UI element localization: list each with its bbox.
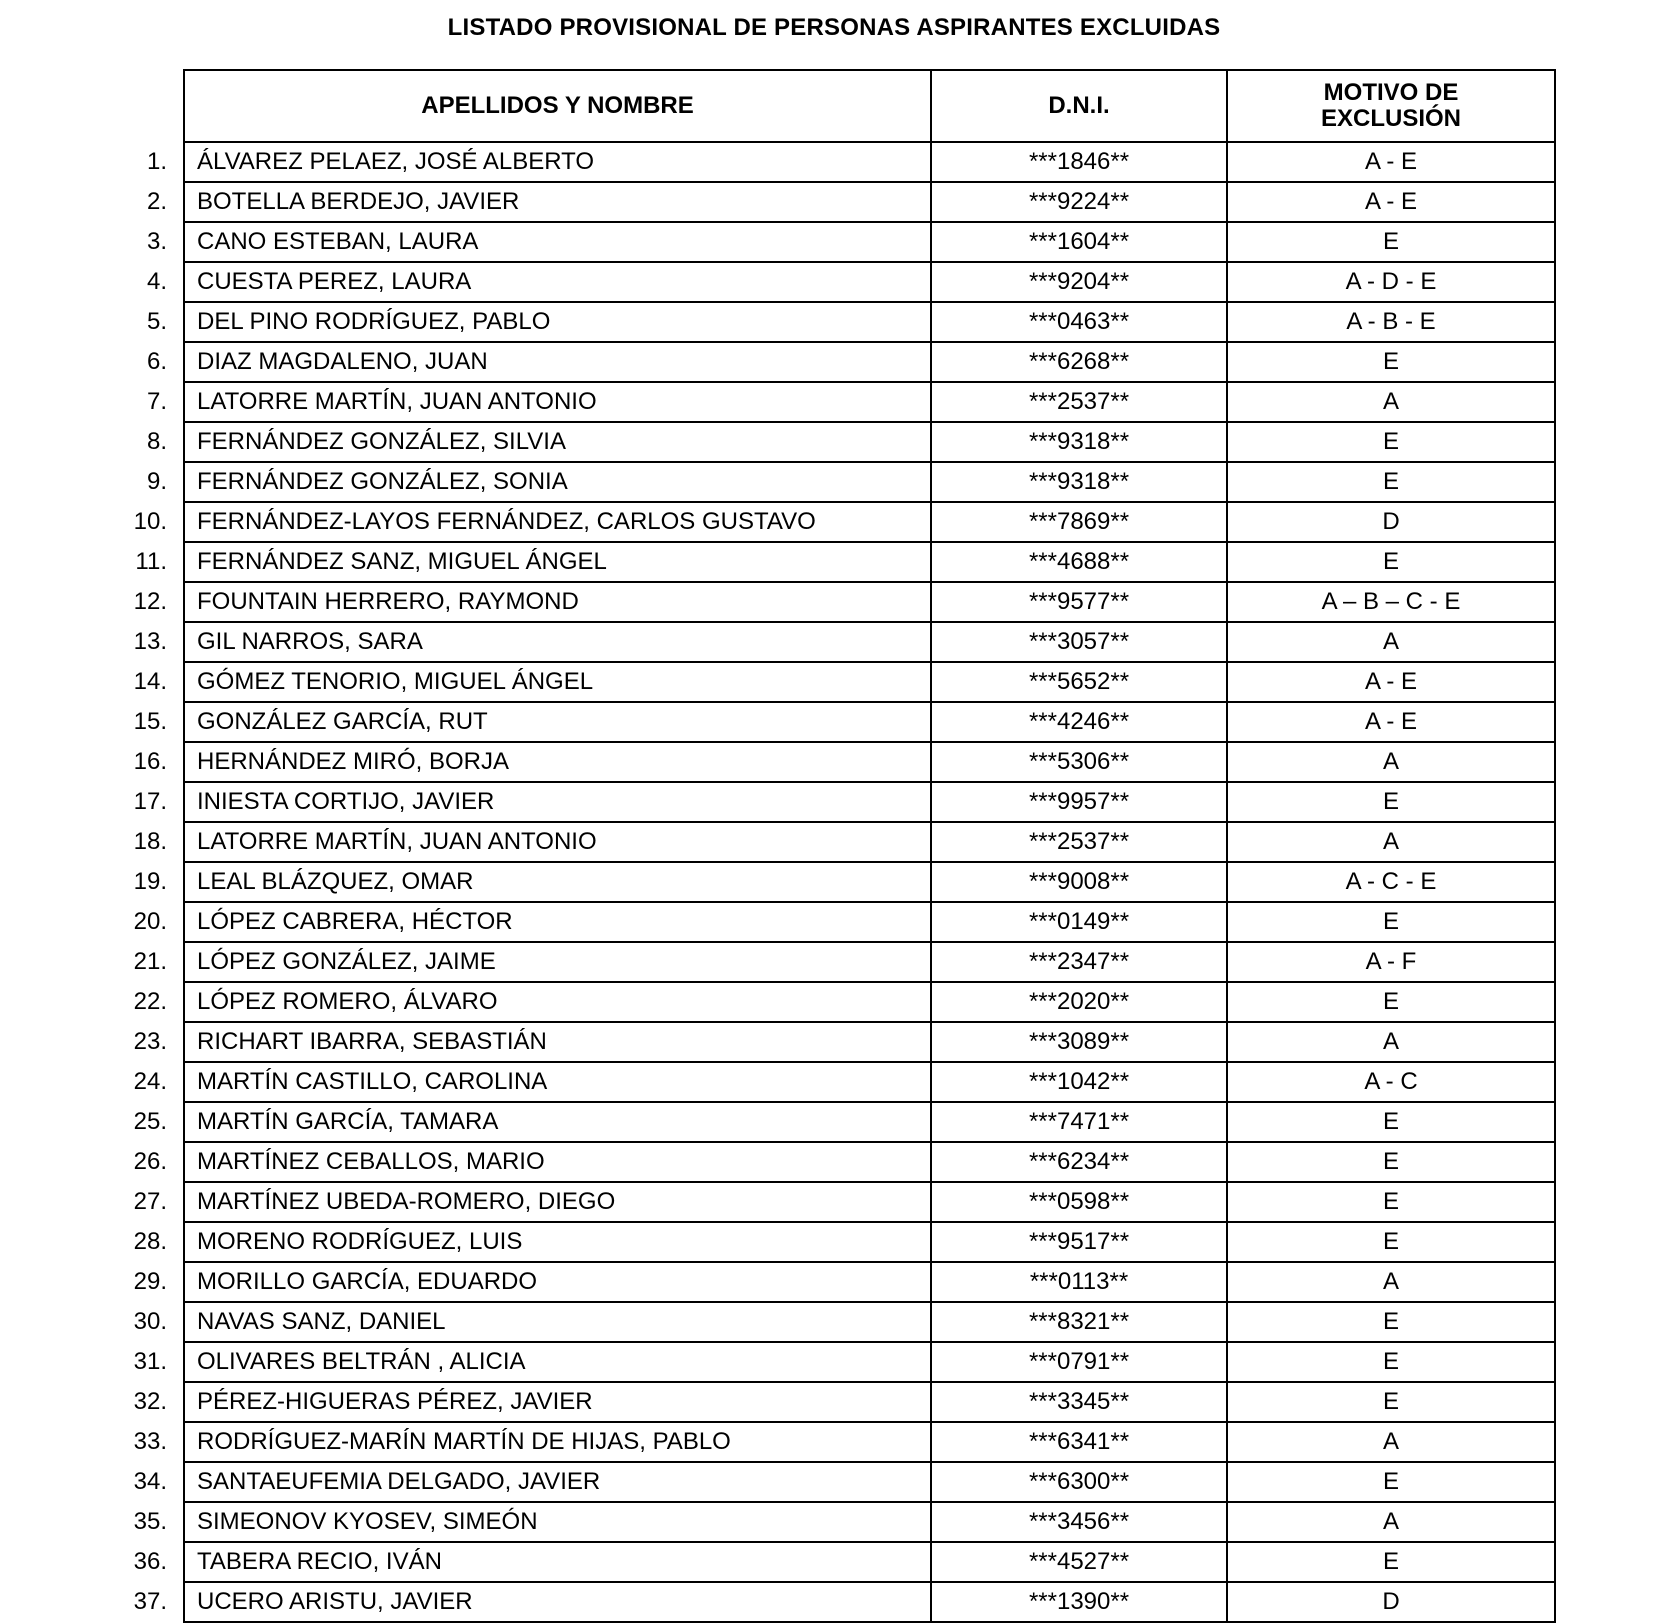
exclusion-reason: A - D - E (1227, 262, 1555, 302)
row-number: 1. (146, 148, 167, 175)
exclusion-reason: E (1227, 422, 1555, 462)
exclusion-reason: A (1227, 1022, 1555, 1062)
header-row (118, 70, 1555, 142)
applicant-dni: ***7471** (931, 1102, 1227, 1142)
applicant-dni: ***3089** (931, 1022, 1227, 1062)
header-dni: D.N.I. (931, 70, 1227, 142)
exclusion-reason: A - E (1227, 702, 1555, 742)
exclusion-reason: E (1227, 902, 1555, 942)
exclusion-reason: D (1227, 502, 1555, 542)
applicant-name: UCERO ARISTU, JAVIER (184, 1582, 931, 1622)
table-body (118, 142, 1555, 1622)
row-number: 32. (133, 1388, 167, 1415)
row-number: 3. (146, 228, 167, 255)
row-number: 18. (133, 828, 167, 855)
applicant-dni: ***2347** (931, 942, 1227, 982)
applicant-name: TABERA RECIO, IVÁN (184, 1542, 931, 1582)
applicant-name: GÓMEZ TENORIO, MIGUEL ÁNGEL (184, 662, 931, 702)
table-row (118, 502, 1555, 542)
applicant-dni: ***6268** (931, 342, 1227, 382)
row-number: 37. (133, 1588, 167, 1615)
exclusion-reason: E (1227, 1222, 1555, 1262)
exclusion-reason: A - F (1227, 942, 1555, 982)
applicant-name: MARTÍN CASTILLO, CAROLINA (184, 1062, 931, 1102)
applicant-name: SIMEONOV KYOSEV, SIMEÓN (184, 1502, 931, 1542)
table-row (118, 382, 1555, 422)
applicant-dni: ***0463** (931, 302, 1227, 342)
applicant-name: FERNÁNDEZ SANZ, MIGUEL ÁNGEL (184, 542, 931, 582)
exclusion-reason: E (1227, 1342, 1555, 1382)
applicant-name: LÓPEZ GONZÁLEZ, JAIME (184, 942, 931, 982)
applicant-dni: ***4527** (931, 1542, 1227, 1582)
row-number: 17. (133, 788, 167, 815)
applicant-name: MARTÍNEZ CEBALLOS, MARIO (184, 1142, 931, 1182)
exclusion-reason: A - E (1227, 142, 1555, 182)
applicant-dni: ***9517** (931, 1222, 1227, 1262)
exclusion-reason: A - B - E (1227, 302, 1555, 342)
exclusion-reason: E (1227, 1182, 1555, 1222)
applicant-dni: ***9204** (931, 262, 1227, 302)
exclusion-reason: E (1227, 1302, 1555, 1342)
applicant-dni: ***3057** (931, 622, 1227, 662)
applicant-name: LEAL BLÁZQUEZ, OMAR (184, 862, 931, 902)
table-row (118, 1062, 1555, 1102)
table-row (118, 1102, 1555, 1142)
table-row (118, 1262, 1555, 1302)
row-number: 30. (133, 1308, 167, 1335)
applicant-name: RICHART IBARRA, SEBASTIÁN (184, 1022, 931, 1062)
row-number: 28. (133, 1228, 167, 1255)
table-row (118, 462, 1555, 502)
applicant-name: LATORRE MARTÍN, JUAN ANTONIO (184, 382, 931, 422)
applicant-name: ÁLVAREZ PELAEZ, JOSÉ ALBERTO (184, 142, 931, 182)
applicant-dni: ***2537** (931, 822, 1227, 862)
table-header (118, 70, 1555, 142)
exclusion-reason: E (1227, 1102, 1555, 1142)
table-row (118, 1222, 1555, 1262)
applicant-name: FERNÁNDEZ GONZÁLEZ, SONIA (184, 462, 931, 502)
row-number: 34. (133, 1468, 167, 1495)
header-number-spacer (118, 70, 184, 142)
applicant-name: OLIVARES BELTRÁN , ALICIA (184, 1342, 931, 1382)
applicant-name: DEL PINO RODRÍGUEZ, PABLO (184, 302, 931, 342)
applicant-name: RODRÍGUEZ-MARÍN MARTÍN DE HIJAS, PABLO (184, 1422, 931, 1462)
row-number: 24. (133, 1068, 167, 1095)
table-row (118, 302, 1555, 342)
table-row (118, 902, 1555, 942)
row-number: 23. (133, 1028, 167, 1055)
applicant-dni: ***1846** (931, 142, 1227, 182)
table-row (118, 422, 1555, 462)
exclusion-reason: E (1227, 222, 1555, 262)
applicant-dni: ***1604** (931, 222, 1227, 262)
header-motivo (1227, 70, 1555, 142)
applicant-dni: ***9008** (931, 862, 1227, 902)
row-number: 25. (133, 1108, 167, 1135)
row-number: 10. (133, 508, 167, 535)
exclusion-reason: A - C - E (1227, 862, 1555, 902)
row-number: 5. (146, 308, 167, 335)
table-row (118, 262, 1555, 302)
applicant-dni: ***9318** (931, 462, 1227, 502)
document-title: LISTADO PROVISIONAL DE PERSONAS ASPIRANTES EXCLUIDAS (447, 14, 1221, 41)
applicant-dni: ***2537** (931, 382, 1227, 422)
row-number: 11. (135, 548, 167, 575)
applicant-name: GIL NARROS, SARA (184, 622, 931, 662)
applicant-dni: ***3456** (931, 1502, 1227, 1542)
table-row (118, 1142, 1555, 1182)
row-number: 15. (133, 708, 167, 735)
table-row (118, 942, 1555, 982)
header-motivo-line1: MOTIVO DE (1323, 79, 1459, 106)
header-motivo-line2: EXCLUSIÓN (1320, 105, 1461, 132)
row-number: 7. (146, 388, 167, 415)
row-number: 6. (146, 348, 167, 375)
row-number: 29. (133, 1268, 167, 1295)
applicant-dni: ***9224** (931, 182, 1227, 222)
table-row (118, 982, 1555, 1022)
exclusion-reason: A (1227, 822, 1555, 862)
applicant-name: MORILLO GARCÍA, EDUARDO (184, 1262, 931, 1302)
row-number: 31. (133, 1348, 167, 1375)
applicant-dni: ***0113** (931, 1262, 1227, 1302)
table-row (118, 822, 1555, 862)
row-number: 8. (146, 428, 167, 455)
table-row (118, 702, 1555, 742)
exclusion-reason: A - E (1227, 182, 1555, 222)
applicant-name: GONZÁLEZ GARCÍA, RUT (184, 702, 931, 742)
table-row (118, 222, 1555, 262)
exclusion-reason: E (1227, 542, 1555, 582)
exclusion-reason: A - C (1227, 1062, 1555, 1102)
table-row (118, 342, 1555, 382)
exclusion-reason: E (1227, 1142, 1555, 1182)
table-row (118, 742, 1555, 782)
applicant-name: LÓPEZ CABRERA, HÉCTOR (184, 902, 931, 942)
applicant-dni: ***6234** (931, 1142, 1227, 1182)
applicant-name: FERNÁNDEZ GONZÁLEZ, SILVIA (184, 422, 931, 462)
table-row (118, 622, 1555, 662)
table-row (118, 1542, 1555, 1582)
applicant-name: CUESTA PEREZ, LAURA (184, 262, 931, 302)
row-number: 26. (133, 1148, 167, 1175)
applicant-name: LATORRE MARTÍN, JUAN ANTONIO (184, 822, 931, 862)
row-number: 20. (133, 908, 167, 935)
exclusion-reason: D (1227, 1582, 1555, 1622)
applicant-name: LÓPEZ ROMERO, ÁLVARO (184, 982, 931, 1022)
row-number: 14. (133, 668, 167, 695)
exclusion-reason: A – B – C - E (1227, 582, 1555, 622)
applicant-dni: ***2020** (931, 982, 1227, 1022)
exclusion-reason: E (1227, 342, 1555, 382)
applicant-name: PÉREZ-HIGUERAS PÉREZ, JAVIER (184, 1382, 931, 1422)
table-row (118, 1502, 1555, 1542)
row-number: 9. (146, 468, 167, 495)
applicant-dni: ***5652** (931, 662, 1227, 702)
exclusion-reason: E (1227, 1382, 1555, 1422)
applicant-dni: ***9318** (931, 422, 1227, 462)
row-number: 19. (133, 868, 167, 895)
table-row (118, 1302, 1555, 1342)
applicant-dni: ***9577** (931, 582, 1227, 622)
applicant-name: INIESTA CORTIJO, JAVIER (184, 782, 931, 822)
table-row (118, 662, 1555, 702)
applicant-dni: ***0149** (931, 902, 1227, 942)
applicant-name: MARTÍN GARCÍA, TAMARA (184, 1102, 931, 1142)
row-number: 12. (133, 588, 167, 615)
applicant-name: DIAZ MAGDALENO, JUAN (184, 342, 931, 382)
exclusion-reason: A (1227, 1502, 1555, 1542)
table-row (118, 1182, 1555, 1222)
table-row (118, 1342, 1555, 1382)
applicant-name: FERNÁNDEZ-LAYOS FERNÁNDEZ, CARLOS GUSTAVO (184, 502, 931, 542)
applicant-name: MORENO RODRÍGUEZ, LUIS (184, 1222, 931, 1262)
row-number: 35. (133, 1508, 167, 1535)
exclusion-reason: A (1227, 1262, 1555, 1302)
exclusion-list-container (118, 69, 1556, 1623)
table-row (118, 1422, 1555, 1462)
exclusion-reason: E (1227, 1542, 1555, 1582)
table-row (118, 582, 1555, 622)
table-row (118, 1382, 1555, 1422)
table-row (118, 1022, 1555, 1062)
row-number: 22. (133, 988, 167, 1015)
applicant-dni: ***8321** (931, 1302, 1227, 1342)
table-row (118, 1582, 1555, 1622)
exclusion-reason: E (1227, 462, 1555, 502)
exclusion-reason: A (1227, 742, 1555, 782)
applicant-name: SANTAEUFEMIA DELGADO, JAVIER (184, 1462, 931, 1502)
table-row (118, 542, 1555, 582)
row-number: 2. (146, 188, 167, 215)
applicant-dni: ***9957** (931, 782, 1227, 822)
row-number: 4. (146, 268, 167, 295)
row-number: 21. (133, 948, 167, 975)
row-number: 36. (133, 1548, 167, 1575)
table-row (118, 182, 1555, 222)
header-name: APELLIDOS Y NOMBRE (184, 70, 931, 142)
exclusion-reason: A (1227, 622, 1555, 662)
table-row (118, 862, 1555, 902)
table-row (118, 142, 1555, 182)
applicant-dni: ***3345** (931, 1382, 1227, 1422)
exclusion-table (118, 69, 1556, 1623)
applicant-dni: ***0791** (931, 1342, 1227, 1382)
applicant-dni: ***6300** (931, 1462, 1227, 1502)
exclusion-reason: A (1227, 1422, 1555, 1462)
exclusion-reason: E (1227, 782, 1555, 822)
row-number: 13. (133, 628, 167, 655)
applicant-name: CANO ESTEBAN, LAURA (184, 222, 931, 262)
applicant-dni: ***0598** (931, 1182, 1227, 1222)
applicant-dni: ***6341** (931, 1422, 1227, 1462)
applicant-name: HERNÁNDEZ MIRÓ, BORJA (184, 742, 931, 782)
applicant-dni: ***4688** (931, 542, 1227, 582)
row-number: 33. (133, 1428, 167, 1455)
exclusion-reason: E (1227, 982, 1555, 1022)
applicant-dni: ***4246** (931, 702, 1227, 742)
row-number: 27. (133, 1188, 167, 1215)
applicant-name: MARTÍNEZ UBEDA-ROMERO, DIEGO (184, 1182, 931, 1222)
applicant-dni: ***7869** (931, 502, 1227, 542)
table-row (118, 782, 1555, 822)
applicant-name: BOTELLA BERDEJO, JAVIER (184, 182, 931, 222)
row-number: 16. (133, 748, 167, 775)
applicant-dni: ***1390** (931, 1582, 1227, 1622)
applicant-name: FOUNTAIN HERRERO, RAYMOND (184, 582, 931, 622)
exclusion-reason: E (1227, 1462, 1555, 1502)
applicant-name: NAVAS SANZ, DANIEL (184, 1302, 931, 1342)
applicant-dni: ***5306** (931, 742, 1227, 782)
table-row (118, 1462, 1555, 1502)
applicant-dni: ***1042** (931, 1062, 1227, 1102)
exclusion-reason: A - E (1227, 662, 1555, 702)
exclusion-reason: A (1227, 382, 1555, 422)
